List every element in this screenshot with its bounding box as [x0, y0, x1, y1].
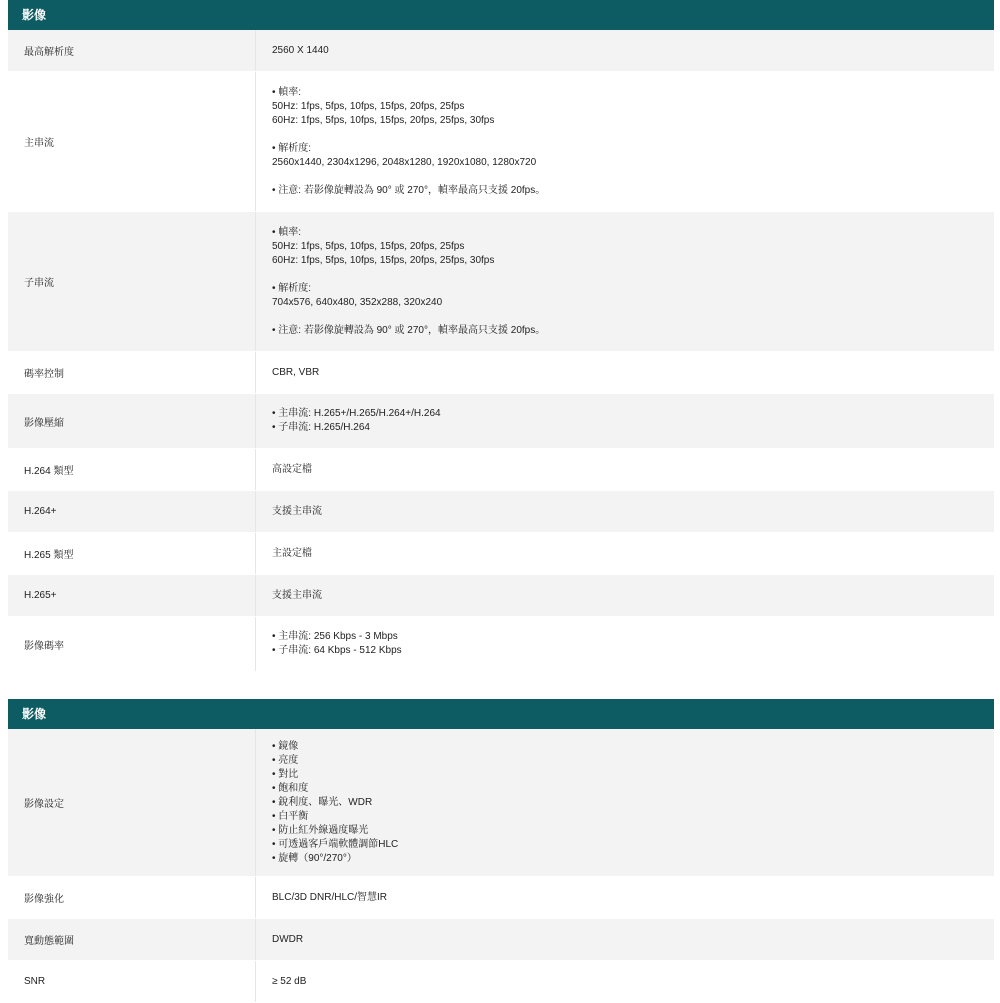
spec-row: [8, 352, 994, 394]
spec-label: H.265+: [8, 575, 256, 616]
spec-value-line: • 主串流: H.265+/H.265/H.264+/H.264: [272, 408, 441, 419]
spec-value-line: DWDR: [272, 933, 304, 945]
spec-row: [8, 961, 994, 1003]
spec-row: [8, 491, 994, 533]
line-gap: [272, 268, 994, 282]
spec-section-1: [8, 0, 994, 672]
spec-value-line: 支援主串流: [272, 589, 322, 601]
spec-value-line: 高設定檔: [272, 463, 312, 475]
line-gap: [272, 128, 994, 142]
spec-value: [256, 919, 994, 960]
spec-value-line: 50Hz: 1fps, 5fps, 10fps, 15fps, 20fps, 25fps: [272, 240, 465, 252]
spec-row: [8, 72, 994, 212]
spec-section-2: [8, 699, 994, 1003]
spec-label: SNR: [8, 961, 256, 1002]
spec-label: 影像壓縮: [8, 394, 256, 448]
spec-label: 寬動態範圍: [8, 919, 256, 960]
spec-value: [256, 617, 994, 671]
spec-value-line: 60Hz: 1fps, 5fps, 10fps, 15fps, 20fps, 25fps, 30fps: [272, 254, 495, 266]
spec-value-line: • 可透過客戶端軟體調節HLC: [272, 838, 399, 850]
spec-value-line: • 子串流: 64 Kbps - 512 Kbps: [272, 645, 402, 656]
spec-value-line: • 旋轉（90°/270°）: [272, 852, 357, 864]
spec-value: [256, 575, 994, 616]
line-gap: [272, 170, 994, 184]
spec-value-line: 50Hz: 1fps, 5fps, 10fps, 15fps, 20fps, 25fps: [272, 100, 465, 112]
spec-value-line: • 白平衡: [272, 810, 309, 822]
spec-value-line: • 飽和度: [272, 782, 309, 794]
spec-label: 子串流: [8, 212, 256, 351]
spec-value-line: • 幀率:: [272, 226, 302, 238]
spec-value-line: • 防止紅外線過度曝光: [272, 824, 369, 836]
spec-value: [256, 877, 994, 918]
spec-label: 碼率控制: [8, 352, 256, 393]
spec-value-line: • 解析度:: [272, 282, 312, 294]
spec-label: H.264 類型: [8, 449, 256, 490]
spec-value-line: 主設定檔: [272, 547, 312, 559]
spec-row: [8, 533, 994, 575]
section-header: 影像: [8, 0, 994, 30]
spec-value-line: CBR, VBR: [272, 366, 320, 378]
spec-value-line: • 主串流: 256 Kbps - 3 Mbps: [272, 631, 398, 642]
spec-row: [8, 212, 994, 352]
spec-value-line: • 銳利度、曝光、WDR: [272, 796, 373, 808]
spec-value: [256, 961, 994, 1002]
spec-value-line: 2560 X 1440: [272, 44, 329, 56]
spec-value-line: • 對比: [272, 768, 299, 780]
spec-label: 主串流: [8, 72, 256, 211]
spec-row: [8, 729, 994, 877]
spec-value: [256, 394, 994, 448]
spec-value-line: ≥ 52 dB: [272, 975, 307, 987]
spec-value-line: 2560x1440, 2304x1296, 2048x1280, 1920x1080, 1280x720: [272, 156, 537, 168]
spec-value: [256, 533, 994, 574]
spec-value: [256, 729, 994, 876]
spec-value-line: • 注意: 若影像旋轉設為 90° 或 270°，幀率最高只支援 20fps。: [272, 324, 546, 336]
spec-value-line: • 子串流: H.265/H.264: [272, 422, 370, 433]
spec-value-line: • 幀率:: [272, 86, 302, 98]
spec-value-line: • 亮度: [272, 754, 299, 766]
spec-row: [8, 30, 994, 72]
spec-row: [8, 575, 994, 617]
spec-value: [256, 449, 994, 490]
spec-value: [256, 352, 994, 393]
spec-label: 影像設定: [8, 729, 256, 876]
spec-value-line: 60Hz: 1fps, 5fps, 10fps, 15fps, 20fps, 25fps, 30fps: [272, 114, 495, 126]
spec-label: 影像強化: [8, 877, 256, 918]
spec-label: H.265 類型: [8, 533, 256, 574]
spec-row: [8, 617, 994, 672]
spec-row: [8, 394, 994, 449]
spec-label: H.264+: [8, 491, 256, 532]
spec-value-line: 支援主串流: [272, 505, 322, 517]
spec-value-line: BLC/3D DNR/HLC/智慧IR: [272, 891, 388, 903]
spec-value: [256, 491, 994, 532]
spec-value-line: • 注意: 若影像旋轉設為 90° 或 270°，幀率最高只支援 20fps。: [272, 184, 546, 196]
spec-row: [8, 449, 994, 491]
spec-label: 最高解析度: [8, 30, 256, 71]
spec-value-line: 704x576, 640x480, 352x288, 320x240: [272, 296, 443, 308]
spec-value-line: • 解析度:: [272, 142, 312, 154]
spec-value-line: • 鏡像: [272, 740, 299, 752]
spec-row: [8, 877, 994, 919]
spec-value: [256, 30, 994, 71]
spec-label: 影像碼率: [8, 617, 256, 671]
line-gap: [272, 310, 994, 324]
section-header: 影像: [8, 699, 994, 729]
spec-value: [256, 212, 994, 351]
spec-row: [8, 919, 994, 961]
spec-value: [256, 72, 994, 211]
